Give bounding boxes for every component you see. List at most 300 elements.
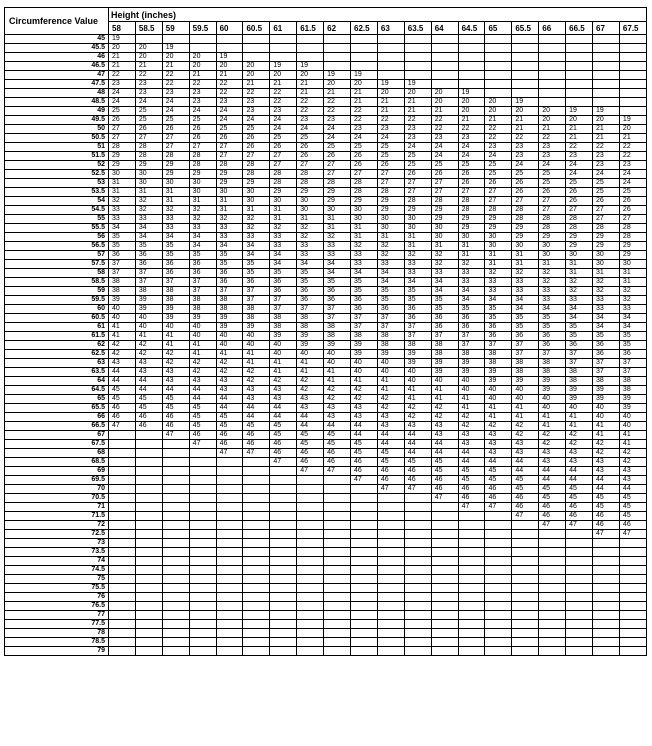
table-cell: 40 <box>458 386 485 395</box>
table-cell: 28 <box>377 188 404 197</box>
table-cell: 28 <box>189 161 216 170</box>
circumference-value-cell: 58 <box>5 269 109 278</box>
circumference-value-cell: 49.5 <box>5 116 109 125</box>
table-cell <box>539 89 566 98</box>
table-cell: 30 <box>189 188 216 197</box>
table-cell <box>297 548 324 557</box>
table-cell <box>243 530 270 539</box>
table-cell: 44 <box>593 485 620 494</box>
table-row <box>5 170 647 179</box>
table-cell <box>189 548 216 557</box>
table-row <box>5 611 647 620</box>
table-cell: 25 <box>189 116 216 125</box>
table-cell <box>162 467 189 476</box>
table-cell: 26 <box>135 125 162 134</box>
table-cell: 31 <box>109 179 136 188</box>
table-cell <box>512 620 539 629</box>
table-cell <box>593 89 620 98</box>
table-cell <box>404 620 431 629</box>
table-cell: 32 <box>431 251 458 260</box>
table-cell: 27 <box>243 152 270 161</box>
table-cell <box>566 620 593 629</box>
table-cell: 29 <box>162 170 189 179</box>
table-cell <box>593 620 620 629</box>
table-cell <box>404 512 431 521</box>
table-cell: 29 <box>593 242 620 251</box>
table-cell <box>324 521 351 530</box>
table-cell <box>566 89 593 98</box>
table-cell <box>485 611 512 620</box>
table-cell: 42 <box>324 395 351 404</box>
table-row <box>5 395 647 404</box>
table-cell: 22 <box>135 71 162 80</box>
table-cell <box>351 485 378 494</box>
circumference-value-cell: 73.5 <box>5 548 109 557</box>
table-cell: 32 <box>458 260 485 269</box>
table-cell <box>243 638 270 647</box>
table-cell <box>619 611 646 620</box>
table-cell: 19 <box>270 62 297 71</box>
table-cell: 40 <box>351 368 378 377</box>
table-cell: 29 <box>162 161 189 170</box>
table-row <box>5 35 647 44</box>
table-cell <box>270 53 297 62</box>
table-cell: 38 <box>243 314 270 323</box>
table-cell: 24 <box>270 116 297 125</box>
table-cell: 19 <box>351 71 378 80</box>
table-cell: 30 <box>593 260 620 269</box>
circumference-value-cell: 63.5 <box>5 368 109 377</box>
table-cell: 26 <box>297 143 324 152</box>
table-cell: 29 <box>135 161 162 170</box>
table-cell: 22 <box>539 134 566 143</box>
table-cell: 19 <box>216 53 243 62</box>
table-cell: 44 <box>539 476 566 485</box>
table-cell: 40 <box>243 332 270 341</box>
table-cell: 26 <box>243 134 270 143</box>
table-cell <box>458 521 485 530</box>
table-cell <box>216 458 243 467</box>
table-cell <box>458 638 485 647</box>
table-cell <box>297 647 324 656</box>
table-cell: 21 <box>243 80 270 89</box>
table-cell <box>297 539 324 548</box>
table-cell: 42 <box>619 458 646 467</box>
table-row <box>5 215 647 224</box>
table-cell: 33 <box>297 251 324 260</box>
table-cell <box>189 530 216 539</box>
table-cell <box>377 548 404 557</box>
table-cell: 21 <box>216 71 243 80</box>
table-cell <box>109 485 136 494</box>
table-cell: 35 <box>216 251 243 260</box>
table-cell: 34 <box>458 296 485 305</box>
height-column-header: 63 <box>377 22 404 35</box>
table-cell: 44 <box>109 368 136 377</box>
table-cell <box>324 566 351 575</box>
table-cell <box>539 611 566 620</box>
table-cell <box>216 539 243 548</box>
table-cell <box>135 566 162 575</box>
table-cell: 34 <box>485 296 512 305</box>
table-cell: 36 <box>297 296 324 305</box>
table-cell: 34 <box>431 278 458 287</box>
table-cell <box>162 638 189 647</box>
table-row <box>5 458 647 467</box>
table-cell: 34 <box>404 278 431 287</box>
table-cell: 27 <box>216 152 243 161</box>
table-cell <box>593 62 620 71</box>
table-cell <box>270 548 297 557</box>
table-cell: 26 <box>566 188 593 197</box>
table-cell: 40 <box>431 377 458 386</box>
table-cell <box>619 647 646 656</box>
table-cell: 45 <box>351 449 378 458</box>
table-cell <box>512 575 539 584</box>
table-row <box>5 62 647 71</box>
table-cell: 24 <box>216 116 243 125</box>
table-cell <box>512 44 539 53</box>
table-cell: 33 <box>619 305 646 314</box>
table-cell: 21 <box>351 98 378 107</box>
table-cell: 41 <box>109 332 136 341</box>
table-cell: 22 <box>324 98 351 107</box>
table-cell: 45 <box>135 404 162 413</box>
table-cell: 20 <box>297 71 324 80</box>
table-cell: 45 <box>619 503 646 512</box>
table-cell: 42 <box>539 431 566 440</box>
table-cell: 26 <box>512 188 539 197</box>
table-cell <box>135 35 162 44</box>
table-cell: 31 <box>431 242 458 251</box>
table-cell: 39 <box>351 350 378 359</box>
table-cell: 45 <box>216 413 243 422</box>
table-cell: 43 <box>431 422 458 431</box>
table-cell <box>458 71 485 80</box>
table-cell <box>593 548 620 557</box>
circumference-value-cell: 70.5 <box>5 494 109 503</box>
table-cell <box>619 44 646 53</box>
table-cell: 36 <box>243 278 270 287</box>
body-fat-table-container <box>4 7 646 720</box>
table-cell <box>351 548 378 557</box>
table-cell: 19 <box>109 35 136 44</box>
table-cell <box>243 611 270 620</box>
table-cell: 27 <box>377 179 404 188</box>
table-cell: 34 <box>243 242 270 251</box>
table-cell: 36 <box>485 323 512 332</box>
table-cell <box>109 512 136 521</box>
table-cell <box>135 476 162 485</box>
table-cell <box>216 638 243 647</box>
table-cell: 29 <box>377 206 404 215</box>
table-cell: 32 <box>566 287 593 296</box>
table-cell <box>431 503 458 512</box>
table-cell <box>135 458 162 467</box>
table-cell: 44 <box>243 413 270 422</box>
table-cell: 22 <box>404 116 431 125</box>
table-cell: 28 <box>539 215 566 224</box>
table-cell <box>539 629 566 638</box>
table-cell: 36 <box>135 251 162 260</box>
table-cell <box>566 98 593 107</box>
table-cell <box>109 575 136 584</box>
table-cell: 46 <box>539 503 566 512</box>
table-cell: 21 <box>566 134 593 143</box>
table-row <box>5 80 647 89</box>
table-cell <box>351 539 378 548</box>
table-cell <box>619 98 646 107</box>
table-cell: 42 <box>431 413 458 422</box>
table-cell: 43 <box>243 395 270 404</box>
table-cell: 25 <box>404 161 431 170</box>
table-cell: 46 <box>593 512 620 521</box>
table-cell: 26 <box>458 170 485 179</box>
table-cell: 37 <box>162 278 189 287</box>
table-cell: 38 <box>216 296 243 305</box>
table-cell <box>404 602 431 611</box>
table-cell: 31 <box>216 206 243 215</box>
table-cell: 27 <box>431 179 458 188</box>
table-cell <box>324 602 351 611</box>
table-cell: 46 <box>135 413 162 422</box>
table-cell: 34 <box>324 260 351 269</box>
table-cell: 28 <box>297 179 324 188</box>
table-cell <box>162 584 189 593</box>
table-cell <box>593 44 620 53</box>
table-cell: 46 <box>619 521 646 530</box>
table-cell: 47 <box>593 530 620 539</box>
table-cell: 21 <box>189 71 216 80</box>
table-cell: 20 <box>485 107 512 116</box>
table-cell <box>512 629 539 638</box>
table-cell: 25 <box>243 125 270 134</box>
circumference-value-cell: 53 <box>5 179 109 188</box>
table-cell: 43 <box>270 395 297 404</box>
table-cell: 22 <box>297 107 324 116</box>
table-cell: 46 <box>458 485 485 494</box>
table-cell: 41 <box>135 332 162 341</box>
table-cell <box>109 431 136 440</box>
table-cell: 27 <box>377 170 404 179</box>
table-cell: 34 <box>619 314 646 323</box>
table-cell <box>243 539 270 548</box>
table-cell <box>619 35 646 44</box>
table-cell: 30 <box>297 206 324 215</box>
table-cell <box>297 566 324 575</box>
table-row <box>5 98 647 107</box>
table-cell: 34 <box>619 323 646 332</box>
table-cell <box>458 44 485 53</box>
table-row <box>5 89 647 98</box>
table-cell <box>243 467 270 476</box>
table-cell: 20 <box>135 44 162 53</box>
table-cell: 42 <box>539 440 566 449</box>
table-cell: 40 <box>189 332 216 341</box>
table-cell: 36 <box>431 314 458 323</box>
table-cell <box>189 566 216 575</box>
table-cell: 24 <box>458 143 485 152</box>
table-cell <box>512 647 539 656</box>
table-cell <box>404 611 431 620</box>
table-cell: 22 <box>485 134 512 143</box>
table-row <box>5 413 647 422</box>
table-cell <box>135 620 162 629</box>
table-cell: 44 <box>162 386 189 395</box>
table-cell <box>135 467 162 476</box>
table-cell <box>485 539 512 548</box>
table-cell: 19 <box>593 107 620 116</box>
table-cell: 45 <box>404 458 431 467</box>
table-cell <box>485 62 512 71</box>
table-cell <box>243 620 270 629</box>
table-cell: 41 <box>431 386 458 395</box>
table-cell: 24 <box>431 152 458 161</box>
table-cell: 38 <box>512 368 539 377</box>
table-cell <box>539 62 566 71</box>
table-cell <box>162 485 189 494</box>
circumference-value-cell: 50 <box>5 125 109 134</box>
table-cell: 42 <box>377 404 404 413</box>
table-cell: 27 <box>109 125 136 134</box>
table-cell: 22 <box>216 80 243 89</box>
table-cell: 23 <box>539 143 566 152</box>
table-cell: 40 <box>243 341 270 350</box>
table-cell: 32 <box>539 278 566 287</box>
circumference-value-cell: 59 <box>5 287 109 296</box>
table-cell: 22 <box>431 125 458 134</box>
table-cell: 47 <box>431 494 458 503</box>
table-row <box>5 512 647 521</box>
table-cell: 20 <box>351 80 378 89</box>
table-cell: 22 <box>270 89 297 98</box>
table-cell: 31 <box>377 233 404 242</box>
table-cell: 34 <box>512 305 539 314</box>
table-cell: 46 <box>297 449 324 458</box>
table-cell: 46 <box>351 467 378 476</box>
table-cell <box>458 80 485 89</box>
table-cell <box>297 611 324 620</box>
table-cell: 46 <box>431 485 458 494</box>
table-cell <box>216 620 243 629</box>
table-cell <box>404 62 431 71</box>
table-row <box>5 422 647 431</box>
table-cell <box>351 44 378 53</box>
table-cell: 30 <box>351 215 378 224</box>
table-cell: 37 <box>539 350 566 359</box>
table-cell <box>351 584 378 593</box>
table-cell: 33 <box>109 206 136 215</box>
table-cell: 27 <box>566 206 593 215</box>
table-cell: 43 <box>404 422 431 431</box>
table-cell <box>216 521 243 530</box>
table-cell: 35 <box>324 278 351 287</box>
table-cell <box>351 557 378 566</box>
table-cell: 25 <box>539 179 566 188</box>
table-cell: 44 <box>297 413 324 422</box>
table-cell: 34 <box>377 278 404 287</box>
table-cell: 43 <box>512 440 539 449</box>
table-cell: 38 <box>619 386 646 395</box>
table-cell <box>243 503 270 512</box>
table-cell: 25 <box>297 134 324 143</box>
table-cell: 23 <box>189 89 216 98</box>
table-cell: 29 <box>566 242 593 251</box>
table-cell <box>324 548 351 557</box>
table-cell: 36 <box>404 305 431 314</box>
table-cell <box>377 611 404 620</box>
table-cell: 30 <box>431 233 458 242</box>
table-cell: 27 <box>431 188 458 197</box>
table-cell: 29 <box>566 233 593 242</box>
table-cell: 44 <box>512 458 539 467</box>
table-cell <box>458 53 485 62</box>
table-cell: 45 <box>377 449 404 458</box>
table-cell: 29 <box>109 152 136 161</box>
table-cell <box>539 548 566 557</box>
table-cell: 25 <box>351 143 378 152</box>
table-cell: 27 <box>485 188 512 197</box>
table-cell: 45 <box>324 431 351 440</box>
table-cell: 38 <box>431 350 458 359</box>
table-cell: 29 <box>485 215 512 224</box>
table-cell: 46 <box>512 503 539 512</box>
table-cell <box>431 539 458 548</box>
table-cell: 36 <box>351 305 378 314</box>
table-cell: 24 <box>324 134 351 143</box>
table-cell: 23 <box>512 152 539 161</box>
table-cell <box>377 35 404 44</box>
table-cell: 44 <box>431 449 458 458</box>
table-cell: 21 <box>297 80 324 89</box>
table-cell <box>485 71 512 80</box>
table-cell: 39 <box>458 368 485 377</box>
table-cell <box>135 647 162 656</box>
table-cell <box>243 593 270 602</box>
table-cell: 41 <box>324 377 351 386</box>
table-cell <box>512 602 539 611</box>
table-cell <box>324 584 351 593</box>
table-cell: 42 <box>243 377 270 386</box>
table-cell: 28 <box>324 179 351 188</box>
table-cell <box>297 485 324 494</box>
table-cell <box>189 467 216 476</box>
circumference-value-cell: 56 <box>5 233 109 242</box>
table-cell: 45 <box>189 404 216 413</box>
table-cell <box>512 611 539 620</box>
table-cell: 37 <box>135 278 162 287</box>
table-cell: 45 <box>458 467 485 476</box>
table-cell: 33 <box>162 215 189 224</box>
height-inches-header: Height (inches) <box>109 8 647 22</box>
table-cell <box>216 611 243 620</box>
table-cell: 27 <box>404 188 431 197</box>
table-cell: 46 <box>485 494 512 503</box>
table-cell: 45 <box>431 458 458 467</box>
table-cell: 20 <box>109 44 136 53</box>
table-cell: 37 <box>404 323 431 332</box>
table-cell <box>404 53 431 62</box>
table-cell: 22 <box>351 116 378 125</box>
table-cell <box>297 575 324 584</box>
table-cell <box>377 584 404 593</box>
table-cell: 41 <box>593 422 620 431</box>
table-row <box>5 449 647 458</box>
table-row <box>5 143 647 152</box>
table-cell <box>539 575 566 584</box>
table-cell: 44 <box>377 440 404 449</box>
table-cell <box>512 71 539 80</box>
